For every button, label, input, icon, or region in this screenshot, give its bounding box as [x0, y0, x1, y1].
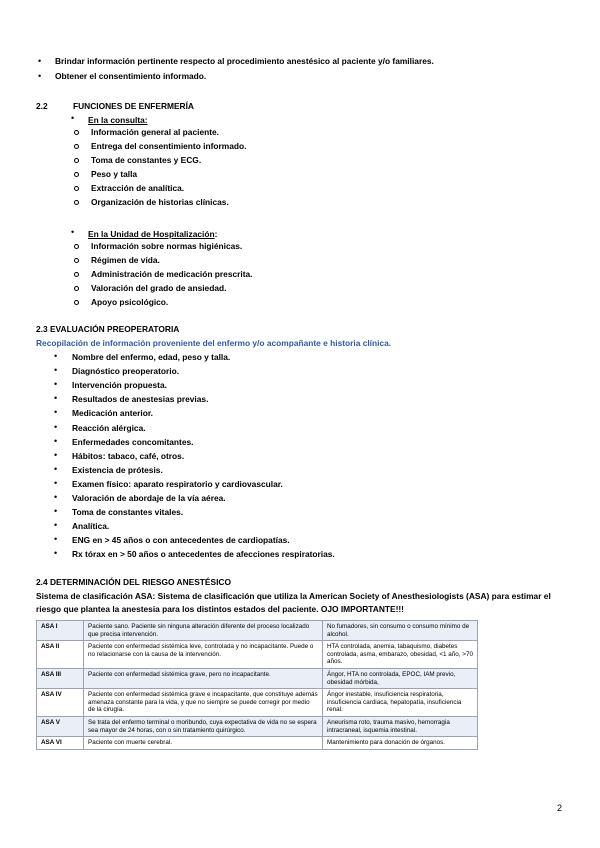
list-item: Enfermedades concomitantes. — [72, 436, 194, 447]
intro-item: Brindar información pertinente respecto al procedimiento anestésico al paciente y/o familiares. — [55, 56, 434, 66]
list-item: Diagnóstico preoperatorio. — [72, 366, 180, 377]
paragraph-line: Sistema de clasificación ASA: Sistema de clasificación que utiliza la American Society of Anesthesiologists (ASA) para estimar el — [36, 591, 551, 601]
list-item: Peso y talla — [91, 169, 138, 179]
list-item: Organización de historias clínicas. — [91, 197, 229, 207]
intro-item: Obtener el consentimiento informado. — [55, 71, 207, 81]
circle-bullet-icon — [74, 300, 79, 305]
subsection-heading: En la Unidad de Hospitalización: — [88, 229, 218, 239]
list-item: Existencia de prótesis. — [72, 464, 163, 475]
asa-class-cell: ASA IV — [37, 689, 84, 717]
list-item: Información general al paciente. — [91, 127, 219, 137]
bullet-icon: • — [54, 548, 58, 559]
section-title: 2.3 EVALUACIÓN PREOPERATORIA — [36, 324, 180, 334]
list-item: Régimen de vida. — [91, 255, 160, 265]
hosp-heading-text: En la Unidad de Hospitalización — [88, 229, 215, 239]
examples-cell: Ángor, HTA no controlada, EPOC, IAM previo, obesidad mórbida, — [323, 668, 478, 688]
list-item: ENG en > 45 años o con antecedentes de cardiopatías. — [72, 535, 290, 546]
bullet-icon: • — [54, 506, 58, 517]
bullet-icon: • — [54, 407, 58, 418]
circle-bullet-icon — [74, 286, 79, 291]
list-item: Extracción de analítica. — [91, 183, 185, 193]
list-item: Examen físico: aparato respiratorio y cardiovascular. — [72, 478, 283, 489]
examples-cell: Mantenimiento para donación de órganos. — [323, 737, 478, 750]
list-item: Valoración del grado de ansiedad. — [91, 283, 227, 293]
description-cell: Paciente con enfermedad sistémica grave e incapacitante, que constituye además amenaza constante para la vida, y que no siempre se puede corregir por medio de la cirugía. — [84, 689, 323, 717]
circle-bullet-icon — [74, 172, 79, 177]
bullet-icon: • — [54, 449, 58, 460]
list-item: Valoración de abordaje de la vía aérea. — [72, 493, 226, 503]
section-subtitle: Recopilación de información proveniente del enfermo y/o acompañante e historia clínica. — [36, 338, 392, 348]
circle-bullet-icon — [74, 200, 79, 205]
bullet-icon: • — [54, 463, 58, 474]
table-row — [37, 641, 478, 669]
bullet-icon: • — [54, 379, 58, 390]
asa-class-cell: ASA II — [37, 641, 84, 669]
table-row — [37, 716, 478, 736]
subsection-heading: En la consulta: — [88, 115, 148, 125]
page-number: 2 — [557, 803, 563, 813]
bullet-icon: • — [54, 520, 58, 531]
bullet-icon: • — [54, 435, 58, 446]
bullet-icon: • — [54, 534, 58, 545]
bullet-icon: • — [54, 477, 58, 488]
circle-bullet-icon — [74, 244, 79, 249]
list-item: Apoyo psicológico. — [91, 297, 169, 307]
circle-bullet-icon — [74, 130, 79, 135]
list-item: Medicación anterior. — [72, 408, 153, 419]
table-row — [37, 621, 478, 641]
list-item: Hábitos: tabaco, café, otros. — [72, 450, 185, 461]
list-item: Rx tórax en > 50 años o antecedentes de afecciones respiratorias. — [72, 549, 335, 560]
bullet-icon: • — [54, 393, 58, 404]
list-item: Analítica. — [72, 521, 110, 532]
description-cell: Paciente con enfermedad sistémica leve, controlada y no incapacitante. Puede o no relacionarse con la causa de la intervención. — [84, 641, 323, 669]
circle-bullet-icon — [74, 258, 79, 263]
bullet-icon: • — [71, 113, 75, 123]
asa-class-cell: ASA VI — [37, 737, 84, 750]
table-row — [37, 689, 478, 717]
description-cell: Paciente con enfermedad sistémica grave, pero no incapacitante. — [84, 668, 323, 688]
list-item: Resultados de anestesias previas. — [72, 394, 209, 405]
bullet-icon: • — [54, 492, 58, 502]
section-number: 2.2 — [36, 101, 48, 111]
asa-class-cell: ASA V — [37, 716, 84, 736]
bullet-icon: • — [71, 227, 75, 237]
bullet-icon: • — [38, 56, 42, 66]
table-row — [37, 737, 478, 750]
section-title: 2.4 DETERMINACIÓN DEL RIESGO ANESTÉSICO — [36, 577, 231, 587]
bullet-icon: • — [54, 351, 58, 361]
paragraph-line: riesgo que plantea la anestesia para los distintos estados del paciente. OJO IMPORTANTE!!! — [36, 604, 404, 614]
description-cell: Paciente sano. Paciente sin ninguna alteración diferente del proceso localizado que precisa intervención. — [84, 621, 323, 641]
list-item: Toma de constantes vitales. — [72, 507, 184, 518]
list-item: Administración de medicación prescrita. — [91, 269, 253, 279]
list-item: Entrega del consentimiento informado. — [91, 141, 247, 151]
circle-bullet-icon — [74, 272, 79, 277]
examples-cell: Aneurisma roto, trauma masivo, hemorragia intracraneal, isquemia intestinal. — [323, 716, 478, 736]
examples-cell: HTA controlada, anemia, tabaquismo, diabetes controlada, asma, embarazo, obesidad, <1 año, >70 años. — [323, 641, 478, 669]
circle-bullet-icon — [74, 144, 79, 149]
table-row — [37, 668, 478, 688]
circle-bullet-icon — [74, 158, 79, 163]
description-cell: Paciente con muerte cerebral. — [84, 737, 323, 750]
examples-cell: No fumadores, sin consumo o consumo mínimo de alcohol. — [323, 621, 478, 641]
asa-class-cell: ASA III — [37, 668, 84, 688]
circle-bullet-icon — [74, 186, 79, 191]
examples-cell: Ángor inestable, insuficiencia respiratoria, insuficiencia cardiaca, hepatopatía, insuficiencia renal. — [323, 689, 478, 717]
bullet-icon: • — [54, 365, 58, 376]
description-cell: Se trata del enfermo terminal o moribundo, cuya expectativa de vida no se espera sea mayor de 24 horas, con o sin tratamiento quirúrgico. — [84, 716, 323, 736]
list-item: Información sobre normas higiénicas. — [91, 241, 243, 251]
list-item: Intervención propuesta. — [72, 380, 167, 391]
list-item: Toma de constantes y ECG. — [91, 155, 202, 165]
list-item: Nombre del enfermo, edad, peso y talla. — [72, 352, 231, 362]
asa-table — [36, 620, 478, 750]
bullet-icon: • — [54, 421, 58, 432]
section-title: FUNCIONES DE ENFERMERÍA — [73, 101, 194, 111]
asa-class-cell: ASA I — [37, 621, 84, 641]
bullet-icon: • — [38, 71, 42, 81]
list-item: Reacción alérgica. — [72, 422, 146, 433]
